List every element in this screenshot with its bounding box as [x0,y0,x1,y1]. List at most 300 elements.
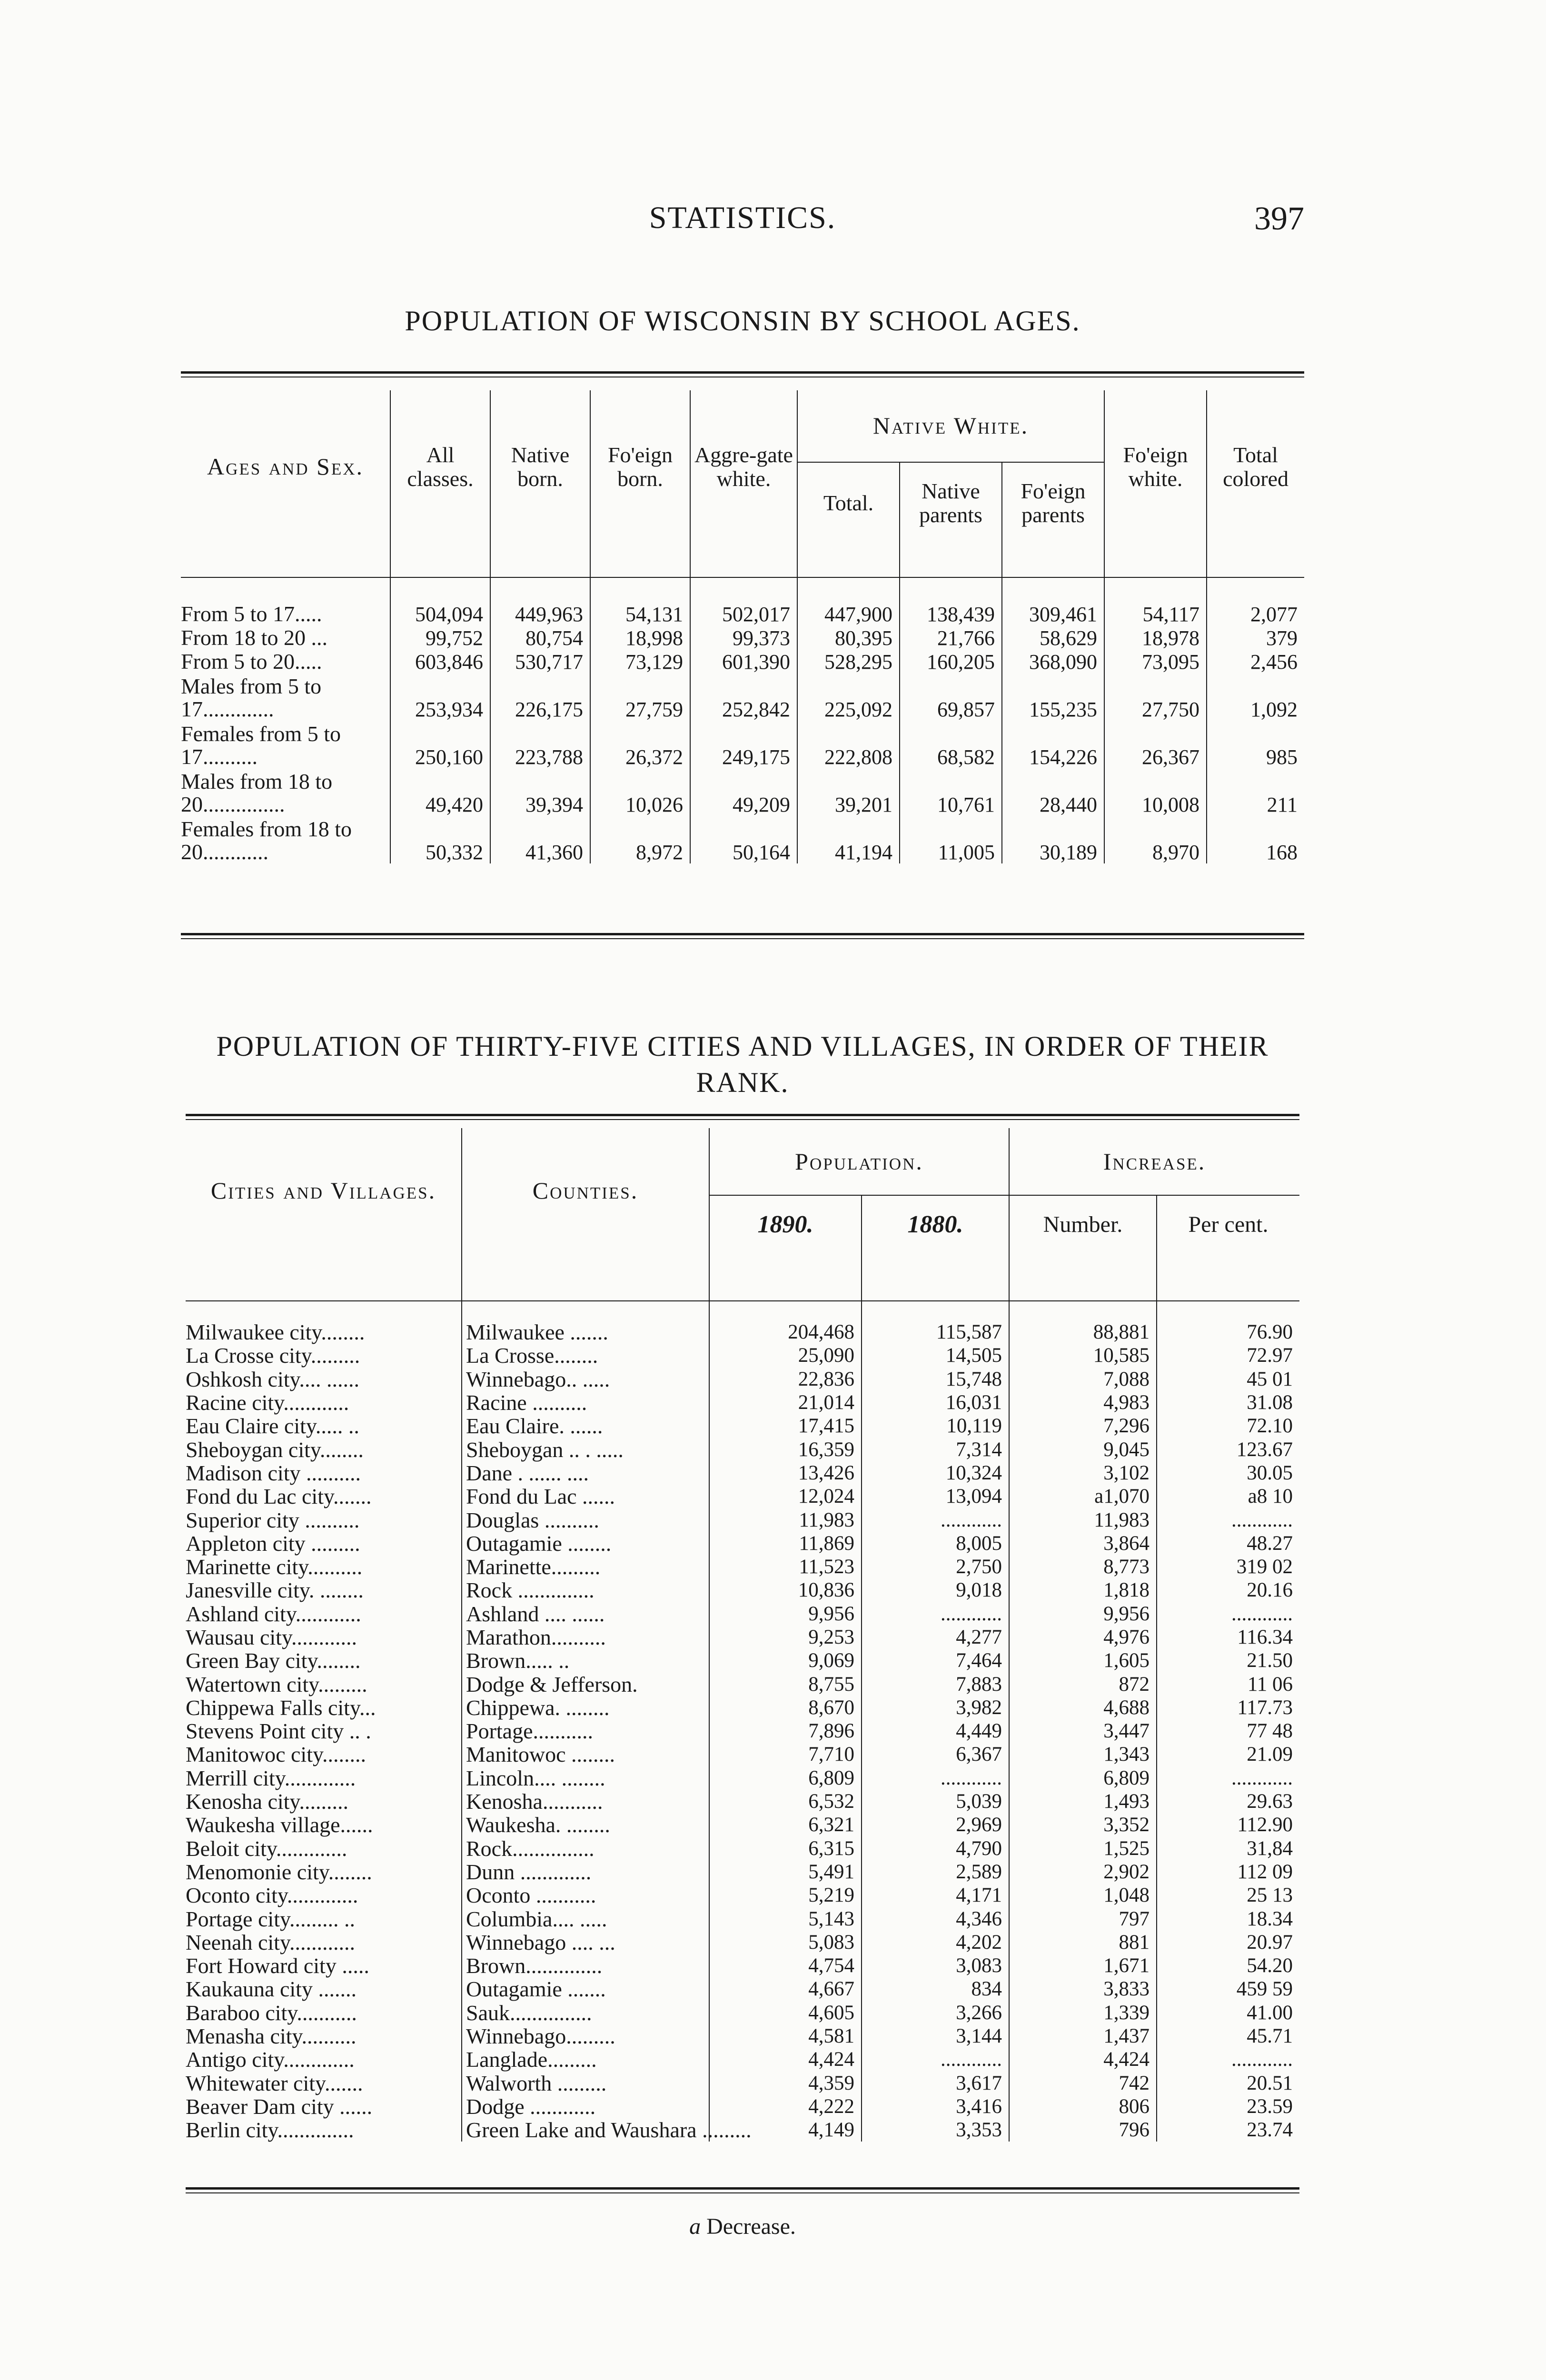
cell-p1890: 22,836 [709,1368,862,1391]
cell-city: Berlin city.............. [186,2118,354,2142]
cell-county: Winnebago......... [462,2024,709,2048]
cell-city: Menasha city.......... [186,2024,357,2049]
cell-city: Neenah city............ [186,1930,355,1954]
table-row [186,2095,1299,2118]
cell-county: Winnebago .... ... [462,1931,709,1954]
cell-foreign-white: 54,117 [1104,602,1207,625]
cell-county: Milwaukee ....... [462,1320,709,1344]
table-row [186,1555,1299,1578]
cell-percent: 116.34 [1157,1626,1299,1649]
table-row [186,1719,1299,1743]
cell-city: Madison city .......... [186,1460,361,1485]
cell-p1890: 4,581 [709,2024,862,2048]
cell-county: Portage........... [462,1719,709,1743]
cell-number: 9,045 [1009,1438,1157,1461]
table-row [186,1320,1299,1344]
cell-number: 1,343 [1009,1743,1157,1766]
cell-p1890: 9,956 [709,1602,862,1626]
table-row [186,1954,1299,1977]
cell-number: 3,447 [1009,1719,1157,1743]
cell-county: Green Lake and Waushara ......... [462,2118,709,2142]
table-row [186,1532,1299,1555]
cell-percent: 41.00 [1157,2001,1299,2024]
footnote-text: Decrease. [706,2214,796,2239]
cell-number: 881 [1009,1931,1157,1954]
cell-all: 49,420 [390,768,490,816]
table-row [186,1344,1299,1367]
cell-p1890: 204,468 [709,1320,862,1344]
cell-county: Outagamie ....... [462,1977,709,2001]
table2-title-line2: RANK. [696,1067,789,1098]
table-row [186,1790,1299,1813]
cell-city: Menomonie city........ [186,1859,372,1884]
header-ages-and-sex: Ages and Sex. [207,453,364,480]
cell-city: Kaukauna city ....... [186,1977,357,2002]
running-head [181,200,1304,243]
header-foreign-parents: Fo'eign parents [1002,462,1104,544]
cell-city: Green Bay city........ [186,1648,361,1673]
cell-county: Langlade......... [462,2048,709,2071]
cell-p1890: 4,754 [709,1954,862,1977]
cell-p1890: 12,024 [709,1485,862,1508]
cell-all: 50,332 [390,816,490,863]
cell-total: 80,395 [797,625,900,649]
cell-p1880: ............ [862,1508,1009,1531]
cell-number: 7,296 [1009,1414,1157,1438]
cell-p1880: 7,314 [862,1438,1009,1461]
cell-native: 226,175 [490,673,590,721]
table-row [186,1931,1299,1954]
cell-city: Eau Claire city..... .. [186,1414,359,1438]
cell-foreign-white: 26,367 [1104,721,1207,768]
cell-city: Kenosha city......... [186,1789,348,1814]
table-row [186,2118,1299,2142]
table-row [181,816,1304,863]
cell-percent: ............ [1157,1508,1299,1531]
cell-county: Oconto ........... [462,1884,709,1907]
cell-foreign-parents: 58,629 [1002,625,1104,649]
cell-percent: ............ [1157,1602,1299,1626]
header-population: Population. [709,1128,1009,1195]
cell-p1890: 11,983 [709,1508,862,1531]
cell-percent: ............ [1157,2048,1299,2071]
header-1890: 1890. [709,1195,862,1253]
cell-p1890: 25,090 [709,1344,862,1367]
cell-p1880: 4,277 [862,1626,1009,1649]
cell-p1890: 4,667 [709,1977,862,2001]
cell-number: 6,809 [1009,1766,1157,1790]
cell-native-parents: 160,205 [900,649,1002,673]
cell-foreign: 26,372 [590,721,690,768]
cell-colored: 379 [1207,625,1304,649]
header-foreign-white: Fo'eign white. [1104,390,1207,544]
table-row [186,1977,1299,2001]
cell-native-parents: 138,439 [900,602,1002,625]
cell-colored: 168 [1207,816,1304,863]
cell-p1880: 16,031 [862,1391,1009,1414]
cell-percent: 54.20 [1157,1954,1299,1977]
cell-percent: 72.10 [1157,1414,1299,1438]
header-native-white-total: Total. [797,462,900,544]
cell-foreign-white: 8,970 [1104,816,1207,863]
table-row [186,1508,1299,1531]
cell-percent: 20.97 [1157,1931,1299,1954]
cell-city: Merrill city............. [186,1765,356,1790]
cell-aggregate: 99,373 [690,625,797,649]
cell-colored: 211 [1207,768,1304,816]
cell-foreign-white: 73,095 [1104,649,1207,673]
cell-native: 39,394 [490,768,590,816]
footnote-marker: a [689,2214,701,2239]
cell-county: Kenosha........... [462,1790,709,1813]
footnote [181,2213,1304,2240]
cell-p1880: 5,039 [862,1790,1009,1813]
table-row [186,2072,1299,2095]
cell-p1890: 4,222 [709,2095,862,2118]
cell-percent: 31.08 [1157,1391,1299,1414]
cell-total: 528,295 [797,649,900,673]
cell-p1890: 6,321 [709,1813,862,1836]
cell-number: 1,437 [1009,2024,1157,2048]
cell-foreign-parents: 154,226 [1002,721,1104,768]
header-increase: Increase. [1009,1128,1299,1195]
cell-percent: 30.05 [1157,1461,1299,1485]
cell-percent: 117.73 [1157,1696,1299,1719]
row-label: Females from 5 to 17.......... [181,722,341,769]
cell-p1880: 3,266 [862,2001,1009,2024]
cell-p1880: 14,505 [862,1344,1009,1367]
cell-p1890: 10,836 [709,1578,862,1602]
header-all-classes: All classes. [390,390,490,544]
table-row [186,1391,1299,1414]
cell-percent: 123.67 [1157,1438,1299,1461]
table2-title [181,1028,1304,1101]
table-row [186,1696,1299,1719]
cell-city: Antigo city............. [186,2047,355,2072]
cell-p1890: 13,426 [709,1461,862,1485]
table2-bottom-rule [186,2187,1299,2193]
cell-number: 1,048 [1009,1884,1157,1907]
cell-percent: 77 48 [1157,1719,1299,1743]
cell-city: Sheboygan city........ [186,1437,364,1462]
cell-p1880: 4,346 [862,1907,1009,1930]
cell-county: Douglas .......... [462,1508,709,1531]
cell-p1890: 17,415 [709,1414,862,1438]
cell-city: Racine city............ [186,1390,349,1415]
cell-percent: 45 01 [1157,1368,1299,1391]
cell-county: Marinette......... [462,1555,709,1578]
table1-bottom-rule [181,933,1304,939]
cell-number: 1,818 [1009,1578,1157,1602]
cell-foreign-parents: 309,461 [1002,602,1104,625]
cell-p1880: 6,367 [862,1743,1009,1766]
cell-city: Oconto city............. [186,1883,358,1908]
row-label: Males from 18 to 20............... [181,769,333,816]
cell-number: 7,088 [1009,1368,1157,1391]
cell-p1880: 4,449 [862,1719,1009,1743]
header-native-born: Native born. [490,390,590,544]
cell-foreign: 18,998 [590,625,690,649]
cell-percent: a8 10 [1157,1485,1299,1508]
cell-county: Waukesha. ........ [462,1813,709,1836]
table-row [186,1414,1299,1438]
cell-county: Rock .............. [462,1578,709,1602]
cell-p1880: 7,883 [862,1672,1009,1696]
cell-p1880: 9,018 [862,1578,1009,1602]
cell-p1890: 11,869 [709,1532,862,1555]
cell-percent: 21.09 [1157,1743,1299,1766]
cell-city: Marinette city.......... [186,1555,363,1579]
cell-county: Rock............... [462,1837,709,1860]
table-row [181,768,1304,816]
cell-p1890: 4,424 [709,2048,862,2071]
cell-county: Eau Claire. ...... [462,1414,709,1438]
cell-foreign: 73,129 [590,649,690,673]
cell-city: Wausau city............ [186,1625,357,1649]
table-row [186,2001,1299,2024]
cell-p1880: 7,464 [862,1649,1009,1672]
cell-p1880: 15,748 [862,1368,1009,1391]
row-label: From 5 to 20..... [181,649,322,674]
cell-p1880: ............ [862,1766,1009,1790]
cell-number: 797 [1009,1907,1157,1930]
cell-percent: 25 13 [1157,1884,1299,1907]
cell-native: 80,754 [490,625,590,649]
cell-city: Chippewa Falls city... [186,1695,376,1720]
cell-native: 41,360 [490,816,590,863]
cell-p1890: 21,014 [709,1391,862,1414]
cell-percent: 319 02 [1157,1555,1299,1578]
cell-p1880: 4,202 [862,1931,1009,1954]
table-row [186,1837,1299,1860]
cell-percent: 23.74 [1157,2118,1299,2142]
cell-colored: 1,092 [1207,673,1304,721]
cell-county: Ashland .... ...... [462,1602,709,1626]
cities-villages-table [186,1128,1299,2142]
cell-p1890: 16,359 [709,1438,862,1461]
cell-percent: 72.97 [1157,1344,1299,1367]
cell-percent: 459 59 [1157,1977,1299,2001]
cell-native-parents: 11,005 [900,816,1002,863]
table1-top-rule [181,371,1304,377]
cell-percent: 112 09 [1157,1860,1299,1884]
cell-city: Oshkosh city.... ...... [186,1367,360,1391]
cell-p1880: ............ [862,2048,1009,2071]
cell-percent: 21.50 [1157,1649,1299,1672]
cell-city: Milwaukee city........ [186,1320,365,1345]
cell-number: 1,493 [1009,1790,1157,1813]
cell-total: 41,194 [797,816,900,863]
table2-top-rule [186,1114,1299,1120]
cell-number: 2,902 [1009,1860,1157,1884]
cell-number: 1,525 [1009,1837,1157,1860]
cell-total: 222,808 [797,721,900,768]
cell-county: Marathon.......... [462,1626,709,1649]
cell-city: Appleton city ......... [186,1531,360,1556]
cell-p1890: 5,491 [709,1860,862,1884]
cell-p1890: 5,219 [709,1884,862,1907]
cell-p1880: 115,587 [862,1320,1009,1344]
cell-city: Waukesha village...... [186,1813,373,1837]
cell-percent: 112.90 [1157,1813,1299,1836]
cell-number: 3,864 [1009,1532,1157,1555]
cell-percent: 31,84 [1157,1837,1299,1860]
cell-county: Walworth ......... [462,2072,709,2095]
cell-number: 806 [1009,2095,1157,2118]
cell-p1890: 6,315 [709,1837,862,1860]
cell-number: 11,983 [1009,1508,1157,1531]
cell-p1890: 5,083 [709,1931,862,1954]
cell-percent: 76.90 [1157,1320,1299,1344]
cell-colored: 2,077 [1207,602,1304,625]
cell-county: Dodge & Jefferson. [462,1672,709,1696]
cell-county: Chippewa. ........ [462,1696,709,1719]
cell-number: 742 [1009,2072,1157,2095]
table-row [186,1907,1299,1930]
cell-all: 99,752 [390,625,490,649]
cell-p1890: 4,605 [709,2001,862,2024]
cell-city: La Crosse city......... [186,1343,360,1368]
table-row [186,1860,1299,1884]
table-row [186,1672,1299,1696]
header-counties: Counties. [462,1128,709,1253]
cell-aggregate: 252,842 [690,673,797,721]
cell-native: 530,717 [490,649,590,673]
cell-p1880: 8,005 [862,1532,1009,1555]
table-row [186,1602,1299,1626]
cell-county: Winnebago.. ..... [462,1368,709,1391]
cell-city: Baraboo city........... [186,2000,357,2025]
cell-p1880: 3,617 [862,2072,1009,2095]
cell-county: Lincoln.... ........ [462,1766,709,1790]
cell-p1880: 2,750 [862,1555,1009,1578]
cell-number: 3,833 [1009,1977,1157,2001]
cell-p1890: 7,710 [709,1743,862,1766]
cell-p1880: 3,982 [862,1696,1009,1719]
cell-native-parents: 68,582 [900,721,1002,768]
cell-percent: ............ [1157,1766,1299,1790]
cell-city: Janesville city. ........ [186,1578,364,1603]
header-per-cent: Per cent. [1157,1195,1299,1253]
cell-county: Dunn ............. [462,1860,709,1884]
table-row [181,602,1304,625]
cell-p1890: 4,149 [709,2118,862,2142]
row-label: Males from 5 to 17............. [181,674,322,721]
cell-p1880: 4,171 [862,1884,1009,1907]
table2-title-line1: POPULATION OF THIRTY-FIVE CITIES AND VILLAGES, IN ORDER OF THEIR [216,1031,1269,1062]
cell-aggregate: 502,017 [690,602,797,625]
cell-p1880: 4,790 [862,1837,1009,1860]
school-ages-table [181,390,1304,863]
cell-county: Dodge ............ [462,2095,709,2118]
cell-foreign-white: 18,978 [1104,625,1207,649]
table-row [181,673,1304,721]
cell-p1880: 13,094 [862,1485,1009,1508]
cell-city: Manitowoc city........ [186,1742,367,1767]
cell-total: 39,201 [797,768,900,816]
cell-p1880: ............ [862,1602,1009,1626]
cell-total: 447,900 [797,602,900,625]
cell-percent: 20.51 [1157,2072,1299,2095]
cell-city: Beaver Dam city ...... [186,2094,373,2119]
table-row [181,649,1304,673]
cell-percent: 45.71 [1157,2024,1299,2048]
cell-city: Ashland city............ [186,1601,361,1626]
table-row [181,721,1304,768]
cell-total: 225,092 [797,673,900,721]
cell-city: Superior city .......... [186,1507,360,1532]
cell-number: 1,605 [1009,1649,1157,1672]
cell-city: Whitewater city....... [186,2071,363,2095]
cell-number: 4,424 [1009,2048,1157,2071]
cell-number: 3,102 [1009,1461,1157,1485]
cell-foreign: 10,026 [590,768,690,816]
header-number: Number. [1009,1195,1157,1253]
cell-foreign-parents: 30,189 [1002,816,1104,863]
cell-p1890: 5,143 [709,1907,862,1930]
cell-foreign-white: 27,750 [1104,673,1207,721]
cell-p1890: 9,069 [709,1649,862,1672]
cell-number: 8,773 [1009,1555,1157,1578]
header-native-parents: Native parents [900,462,1002,544]
cell-number: 3,352 [1009,1813,1157,1836]
cell-county: Fond du Lac ...... [462,1485,709,1508]
cell-all: 253,934 [390,673,490,721]
cell-county: Dane . ...... .... [462,1461,709,1485]
cell-native: 449,963 [490,602,590,625]
cell-county: Racine .......... [462,1391,709,1414]
cell-county: Columbia.... ..... [462,1907,709,1930]
cell-p1880: 3,083 [862,1954,1009,1977]
cell-p1880: 2,589 [862,1860,1009,1884]
table-row [186,1626,1299,1649]
cell-p1890: 11,523 [709,1555,862,1578]
cell-city: Stevens Point city .. . [186,1719,371,1744]
page-number: 397 [1254,200,1304,237]
cell-number: 4,688 [1009,1696,1157,1719]
cell-city: Watertown city......... [186,1672,367,1696]
cell-percent: 18.34 [1157,1907,1299,1930]
cell-foreign: 27,759 [590,673,690,721]
cell-number: 4,983 [1009,1391,1157,1414]
cell-city: Fort Howard city ..... [186,1954,369,1978]
table-row [186,1461,1299,1485]
header-aggregate-white: Aggre-gate white. [690,390,797,544]
table-row [186,1485,1299,1508]
table-row [186,2048,1299,2071]
cell-foreign-white: 10,008 [1104,768,1207,816]
cell-percent: 48.27 [1157,1532,1299,1555]
cell-city: Beloit city............. [186,1836,347,1861]
cell-county: Sheboygan .. . ..... [462,1438,709,1461]
cell-percent: 20.16 [1157,1578,1299,1602]
header-foreign-born: Fo'eign born. [590,390,690,544]
cell-p1880: 3,353 [862,2118,1009,2142]
cell-aggregate: 601,390 [690,649,797,673]
table-row [186,1649,1299,1672]
header-1880: 1880. [862,1195,1009,1253]
cell-native: 223,788 [490,721,590,768]
running-title: STATISTICS. [649,200,836,235]
cell-aggregate: 249,175 [690,721,797,768]
table-row [186,1743,1299,1766]
cell-native-parents: 10,761 [900,768,1002,816]
table-row [186,1766,1299,1790]
cell-p1890: 7,896 [709,1719,862,1743]
cell-number: 796 [1009,2118,1157,2142]
cell-p1890: 9,253 [709,1626,862,1649]
cell-native-parents: 69,857 [900,673,1002,721]
